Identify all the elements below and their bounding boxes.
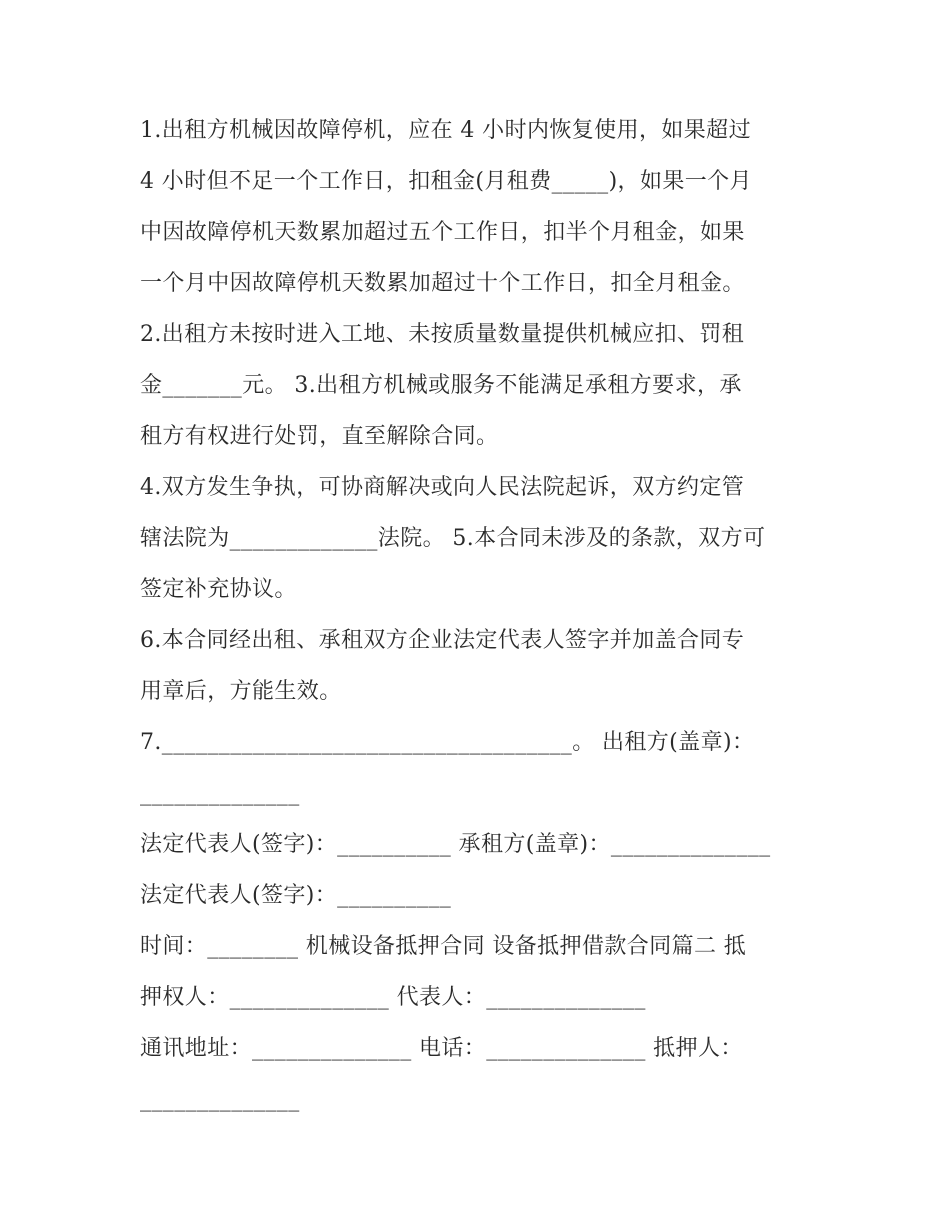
text-line: 1.出租方机械因故障停机，应在 4 小时内恢复使用，如果超过 bbox=[140, 118, 751, 143]
text-line: 4 小时但不足一个工作日，扣租金(月租费_____)，如果一个月 bbox=[140, 169, 752, 194]
text-line: 4.双方发生争执，可协商解决或向人民法院起诉，双方约定管 bbox=[140, 475, 745, 500]
text-line: 法定代表人(签字)：__________ bbox=[140, 883, 452, 908]
text-line: 金_______元。 3.出租方机械或服务不能满足承租方要求，承 bbox=[140, 373, 742, 398]
text-line: ______________ bbox=[140, 1087, 300, 1112]
text-line: 押权人：______________ 代表人：______________ bbox=[140, 985, 646, 1010]
document-body bbox=[140, 105, 820, 1125]
text-line: 通讯地址：______________ 电话：______________ 抵押人： bbox=[140, 1036, 743, 1061]
text-line: 租方有权进行处罚，直至解除合同。 bbox=[140, 424, 499, 449]
text-line: 辖法院为_____________法院。 5.本合同未涉及的条款，双方可 bbox=[140, 526, 766, 551]
text-line: 7.____________________________________。 出租方(盖章)： bbox=[140, 730, 755, 755]
text-line: 一个月中因故障停机天数累加超过十个工作日，扣全月租金。 bbox=[140, 271, 745, 296]
text-line: ______________ bbox=[140, 781, 300, 806]
text-line: 2.出租方未按时进入工地、未按质量数量提供机械应扣、罚租 bbox=[140, 322, 745, 347]
text-line: 时间：________ 机械设备抵押合同 设备抵押借款合同篇二 抵 bbox=[140, 934, 747, 959]
text-line: 法定代表人(签字)：__________ 承租方(盖章)：______________ bbox=[140, 832, 771, 857]
text-line: 用章后，方能生效。 bbox=[140, 679, 342, 704]
text-line: 中因故障停机天数累加超过五个工作日，扣半个月租金，如果 bbox=[140, 220, 745, 245]
text-line: 6.本合同经出租、承租双方企业法定代表人签字并加盖合同专 bbox=[140, 628, 745, 653]
text-line: 签定补充协议。 bbox=[140, 577, 297, 602]
